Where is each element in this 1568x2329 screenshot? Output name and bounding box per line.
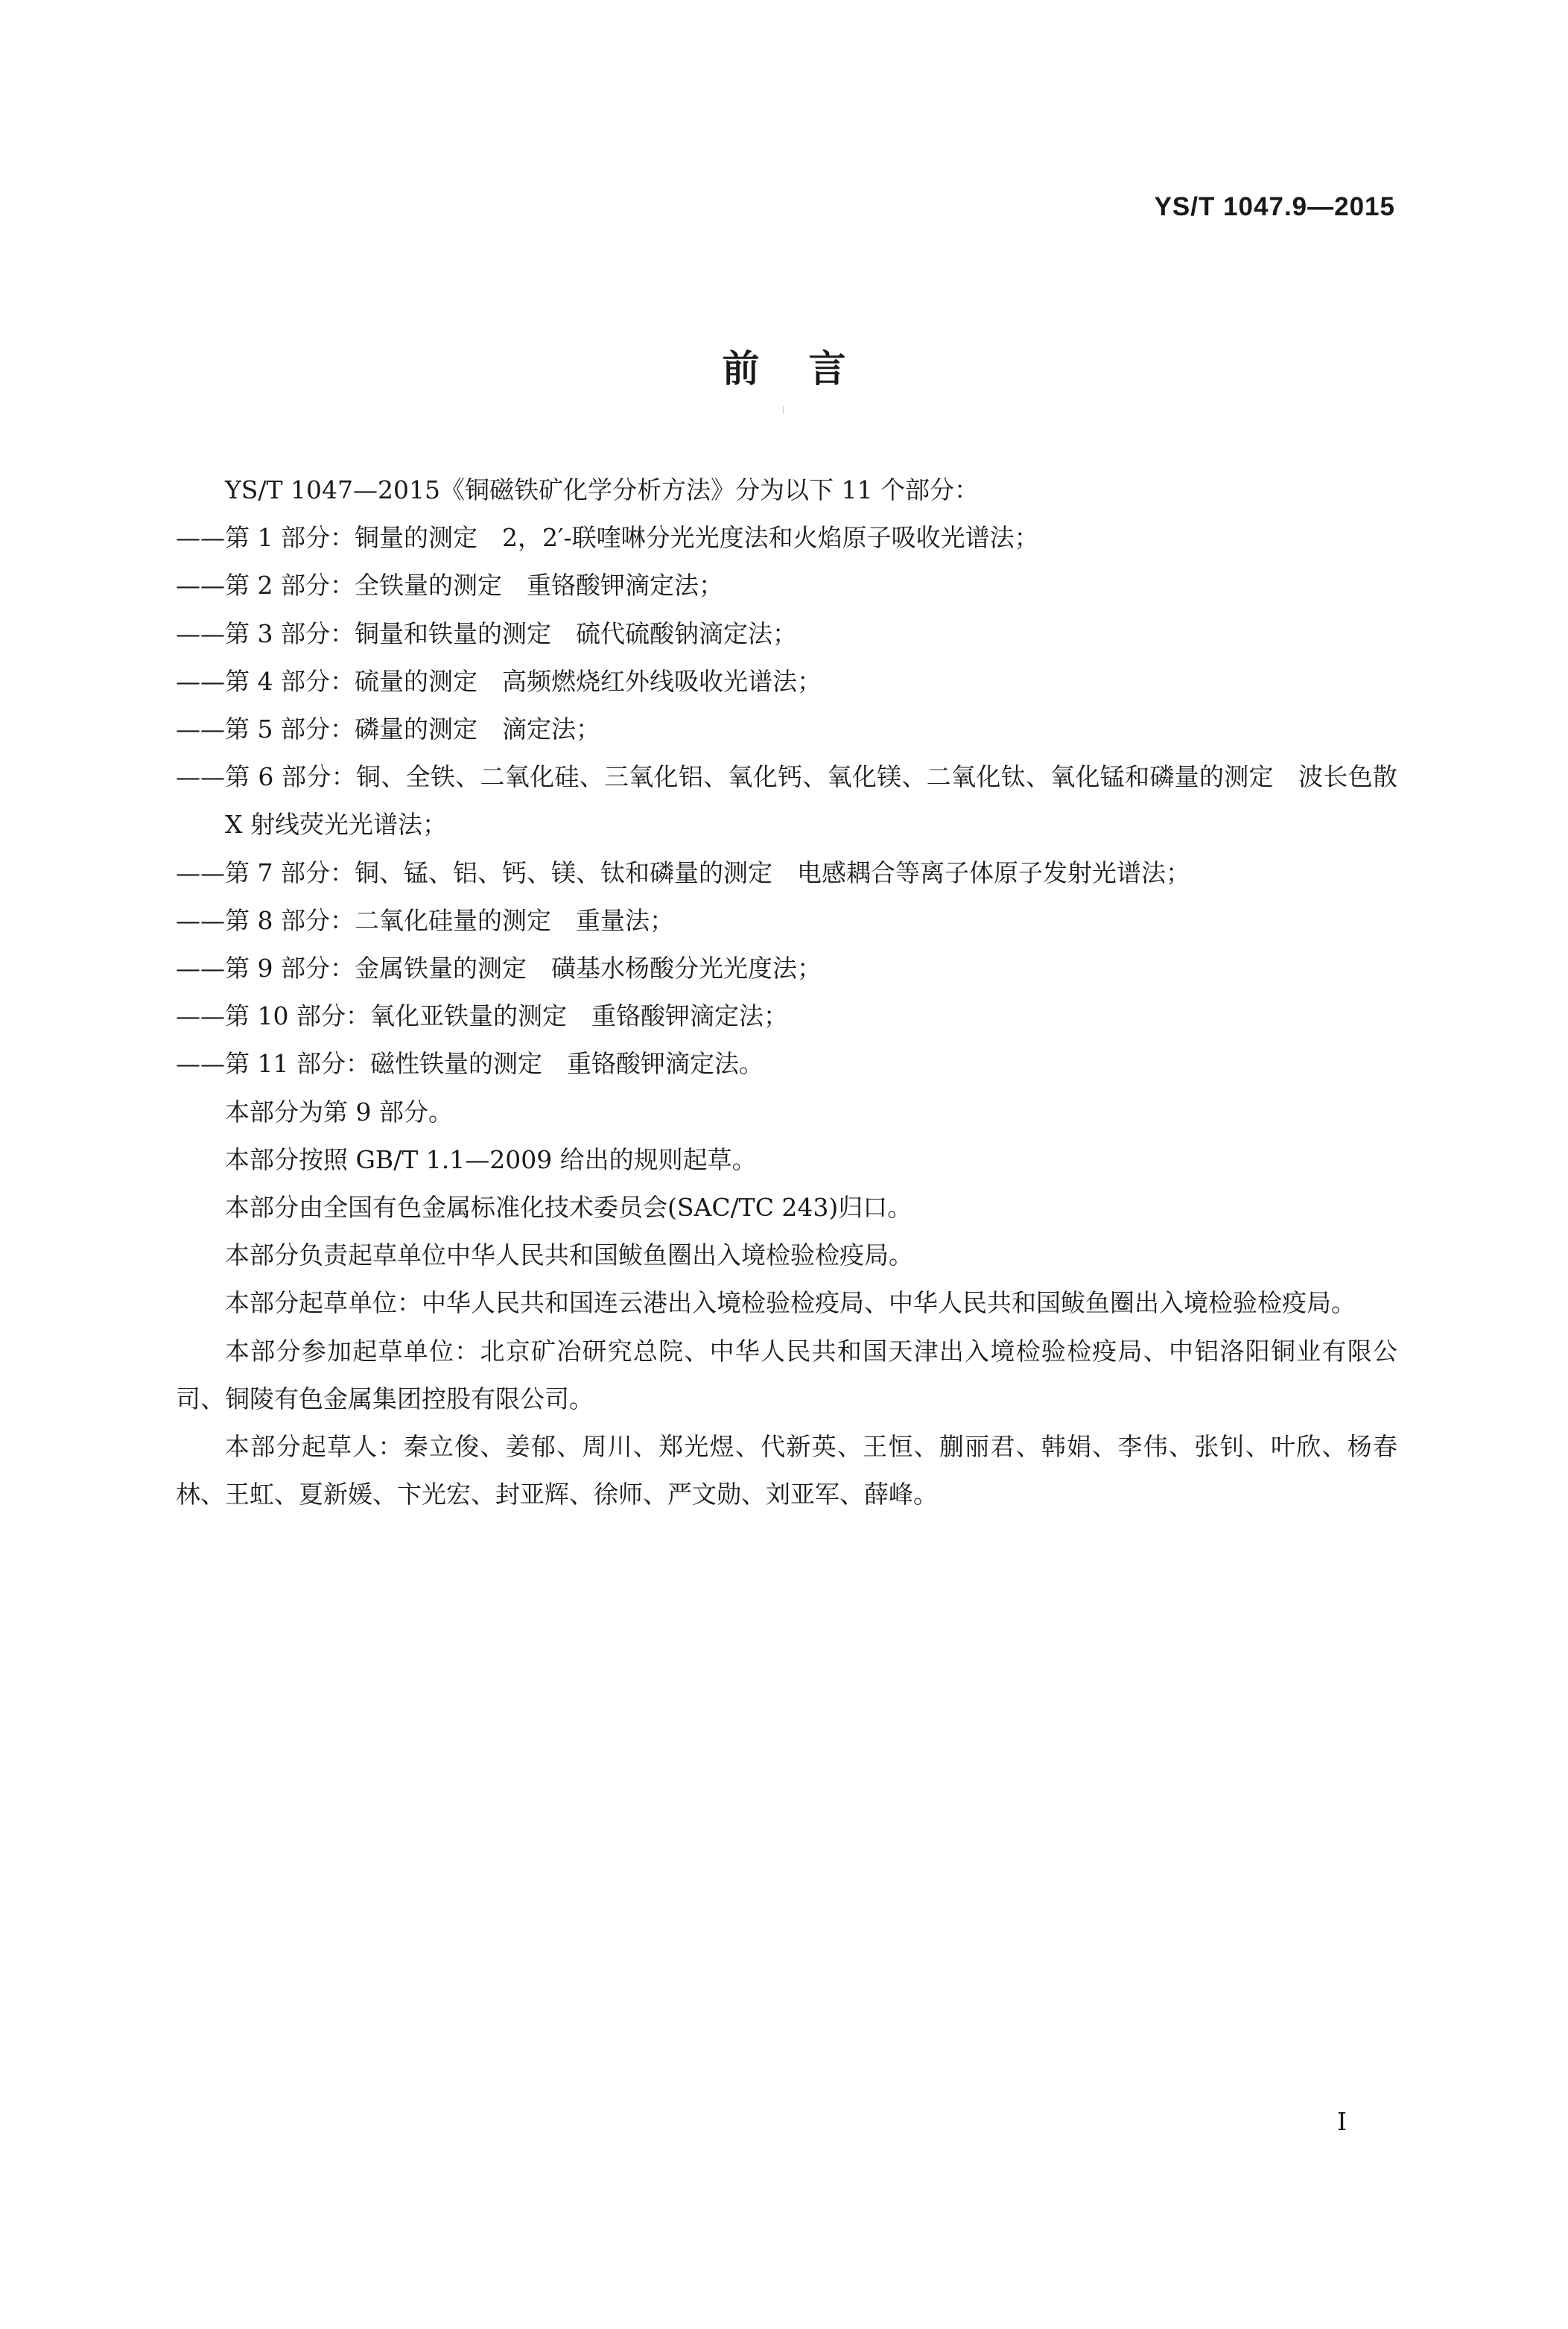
- document-body: [176, 466, 1397, 1518]
- paragraph-drafters: 本部分起草人：秦立俊、姜郁、周川、郑光煜、代新英、王恒、蒯丽君、韩娟、李伟、张钊、叶欣、杨春林、王虹、夏新媛、卞光宏、封亚辉、徐师、严文勋、刘亚军、薛峰。: [176, 1432, 1397, 1509]
- part-item-3: ——第 3 部分：铜量和铁量的测定 硫代硫酸钠滴定法；: [176, 618, 797, 648]
- part-item-5: ——第 5 部分：磷量的测定 滴定法；: [176, 714, 600, 744]
- part-item-7: ——第 7 部分：铜、锰、铝、钙、镁、钛和磷量的测定 电感耦合等离子体原子发射光谱法；: [176, 858, 1190, 887]
- part-item-9: ——第 9 部分：金属铁量的测定 磺基水杨酸分光光度法；: [176, 954, 822, 983]
- paragraph-drafting-rules: 本部分按照 GB/T 1.1—2009 给出的规则起草。: [225, 1144, 757, 1174]
- paragraph-part-number: 本部分为第 9 部分。: [225, 1097, 453, 1127]
- part-item-4: ——第 4 部分：硫量的测定 高频燃烧红外线吸收光谱法；: [176, 666, 822, 696]
- part-item-10: ——第 10 部分：氧化亚铁量的测定 重铬酸钾滴定法；: [176, 1001, 788, 1031]
- paragraph-participating-units: 本部分参加起草单位：北京矿冶研究总院、中华人民共和国天津出入境检验检疫局、中铝洛阳铜业有限公司、铜陵有色金属集团控股有限公司。: [176, 1336, 1397, 1413]
- part-item-6: ——第 6 部分：铜、全铁、二氧化硅、三氧化铝、氧化钙、氧化镁、二氧化钛、氧化锰和磷量的测定 波长色散 X 射线荧光光谱法；: [176, 762, 1397, 840]
- center-mark: [783, 406, 784, 413]
- standard-code: YS/T 1047.9—2015: [1154, 192, 1395, 221]
- paragraph-committee: 本部分由全国有色金属标准化技术委员会(SAC/TC 243)归口。: [225, 1193, 912, 1223]
- paragraph-drafting-units: 本部分起草单位：中华人民共和国连云港出入境检验检疫局、中华人民共和国鲅鱼圈出入境检验检疫局。: [225, 1288, 1356, 1318]
- page-title: 前言: [722, 347, 895, 390]
- part-item-1: ——第 1 部分：铜量的测定 2，2′-联喹啉分光光度法和火焰原子吸收光谱法；: [176, 523, 1039, 553]
- part-item-2: ——第 2 部分：全铁量的测定 重铬酸钾滴定法；: [176, 571, 723, 601]
- part-item-11: ——第 11 部分：磁性铁量的测定 重铬酸钾滴定法。: [176, 1049, 764, 1079]
- paragraph-responsible-unit: 本部分负责起草单位中华人民共和国鲅鱼圈出入境检验检疫局。: [225, 1240, 913, 1270]
- intro-paragraph: YS/T 1047—2015《铜磁铁矿化学分析方法》分为以下 11 个部分：: [225, 475, 979, 504]
- page-number: I: [1336, 2107, 1347, 2136]
- part-item-8: ——第 8 部分：二氧化硅量的测定 重量法；: [176, 905, 674, 935]
